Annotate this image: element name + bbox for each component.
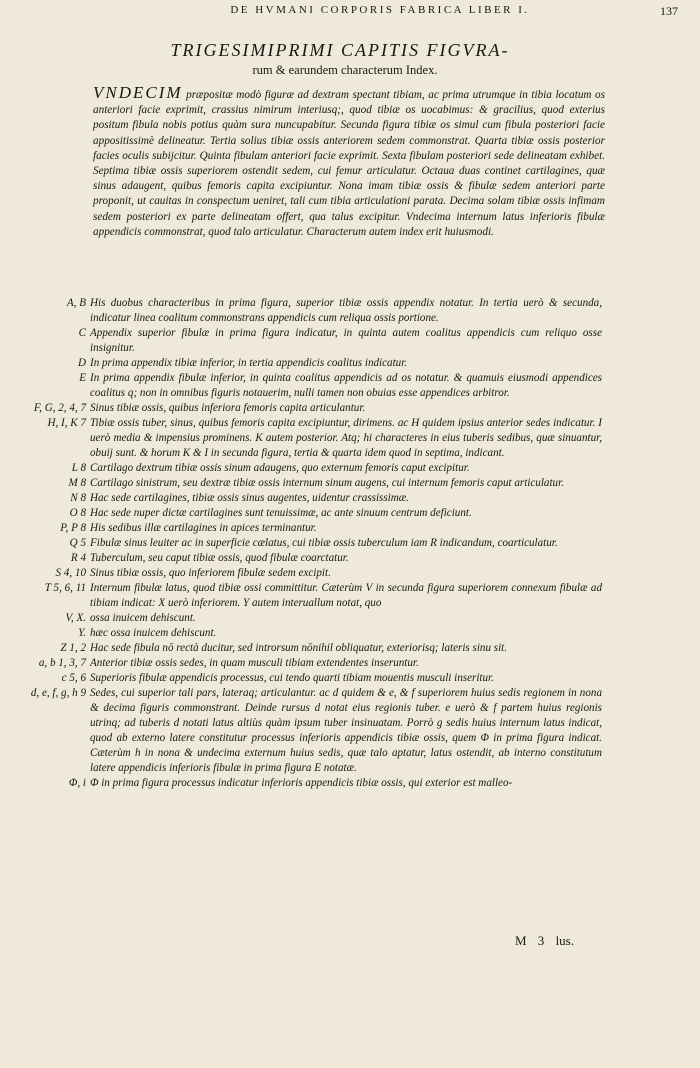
entry-label: Z 1, 2 [60,642,86,654]
index-entry [0,776,700,791]
entry-text: In prima appendix tibiæ inferior, in tertia appendicis coalitus indicatur. [90,357,408,369]
index-entry [0,371,700,401]
signature-mark: M 3 [515,933,545,948]
entry-text: Anterior tibiæ ossis sedes, in quam musculi tibiam extendentes inseruntur. [90,657,419,669]
index-entry [0,506,700,521]
intro-lead-word: VNDECIM [93,83,183,102]
index-entry [0,536,700,551]
entry-text: Sinus tibiæ ossis, quibus inferiora femoris capita articulantur. [90,402,366,414]
index-entry [0,461,700,476]
entry-label: E [79,372,86,384]
entry-label: F, G, 2, 4, 7 [33,402,86,414]
character-index-list [0,296,700,791]
index-entry [0,416,700,461]
index-entry [0,626,700,641]
index-entry [0,656,700,671]
entry-text: Cartilago dextrum tibiæ ossis sinum adaugens, quo externum femoris caput excipitur. [90,462,470,474]
index-entry [0,566,700,581]
entry-text: Internum fibulæ latus, quod tibiæ ossi committitur. Cæterùm V in secunda figura superiorem connexum fibulæ ad tibiam indicat: X uerò inferiorem. Y autem interuallum notat, quo [90,582,602,609]
entry-label: Q 5 [69,537,86,549]
entry-text: Hac sede cartilagines, tibiæ ossis sinus augentes, uidentur crassissimæ. [90,492,409,504]
entry-label: a, b 1, 3, 7 [38,657,86,669]
entry-label: O 8 [69,507,86,519]
entry-text: Φ in prima figura processus indicatur inferioris appendicis tibiæ ossis, qui exterior est malleo- [90,777,513,789]
chapter-figure-subtitle: rum & earundem characterum Index. [252,63,438,77]
entry-text: hæc ossa inuicem dehiscunt. [90,627,217,639]
intro-paragraph [93,85,605,240]
entry-text: ossa inuicem dehiscunt. [90,612,196,624]
index-entry [0,611,700,626]
entry-label: A, B [66,297,86,309]
entry-label: M 8 [68,477,86,489]
entry-text: Superioris fibulæ appendicis processus, cui tendo quarti tibiam mouentis musculi inseritur. [90,672,494,684]
index-entry [0,296,700,326]
entry-text: Sedes, cui superior tali pars, lateraq; articulantur. ac d quidem & e, & f superiorem huius sedis regionem in nona & decima figuris commonstrant. Deinde rursus d notat eius regionis tuber. e uerò & f partem huius regionis utrinq; ad tuberis d notati latus altiùs quàm ipsum tuber insinuatam. Porrò g sedis huius internum latus indicat, quod ab externo latere constitutur processus inferioris appendicis tibiæ ossis, quem Φ in prima figura indicat. Cæterùm h in nona & undecima externum huius sedis, quæ talo aptatur, latus ostendit, ab interno constitutum latere appendicis inferioris fibulæ in prima figura E notatæ. [90,687,602,774]
entry-label: R 4 [70,552,86,564]
index-entry [0,686,700,776]
index-entry [0,491,700,506]
entry-text: His duobus characteribus in prima figura, superior tibiæ ossis appendix notatur. In tertia uerò & secunda, indicatur linea coalitum commonstrans appendicis cum reliqua ossis portione. [90,297,602,324]
index-entry [0,326,700,356]
catchword [515,933,574,949]
entry-label: P, P 8 [60,522,86,534]
entry-text: Hac sede fibula nō rectà ducitur, sed introrsum nōnihil obliquatur, exteriorisq; lateris sinu sit. [90,642,508,654]
entry-label: D [77,357,86,369]
running-title: DE HVMANI CORPORIS FABRICA LIBER I. [230,4,530,16]
entry-label: V, X. [65,612,86,624]
entry-label: Φ, i [68,777,86,789]
index-entry [0,551,700,566]
index-entry [0,521,700,536]
entry-text: Tuberculum, seu caput tibiæ ossis, quod fibulæ coarctatur. [90,552,349,564]
index-entry [0,581,700,611]
index-entry [0,641,700,656]
entry-label: T 5, 6, 11 [44,582,86,594]
entry-label: H, I, K 7 [47,417,86,429]
entry-text: Cartilago sinistrum, seu dextræ tibiæ ossis internum sinum augens, cui internum femoris caput articulatur. [90,477,564,489]
entry-label: C [78,327,86,339]
entry-label: S 4, 10 [55,567,86,579]
entry-text: Hac sede nuper dictæ cartilagines sunt tenuissimæ, ac ante sinuum centrum deficiunt. [90,507,472,519]
entry-label: c 5, 6 [61,672,86,684]
entry-text: Fibulæ sinus leuiter ac in superficie cælatus, cui tibiæ ossis tuberculum iam R indicandum, coarticulatur. [90,537,558,549]
entry-text: Sinus tibiæ ossis, quo inferiorem fibulæ sedem excipit. [90,567,331,579]
entry-label: L 8 [71,462,86,474]
intro-text: præpositæ modò figuræ ad dextram spectant tibiam, ac prima utrumque in tibia locatum os anteriori facie exprimit, crassius nimirum interiusq;, quod tibiæ os uocabimus: & gracilius, quod exterius positum fibula nobis potius quàm sura nuncupabitur. Secunda figura tibiæ os simul cum fibula posteriori facie appositissimè delineatur. Tertia solius tibiæ ossis anteriorem sedem commonstrat. Quarta tibiæ ossis posterior facies oculis subijcitur. Quinta fibulam anteriori facie exprimit. Sexta fibulam posteriori sede delineatam exhibet. Septima tibiæ ossis superiorem ostendit sedem, cui femur articulatur. Octaua duas continet cartilagines, quæ sinus adaugent, quibus femoris capita excipiuntur. Nona imam tibiæ ossis & fibulæ sedem anteriori parte proponit, ut cauitas in conspectum ueniret, tali cum tibia articulationi parata. Decima solam tibiæ ossis infimam sedem posteriori ex parte delineatam offert, qua talus excipitur. Vndecima internum latus inferioris fibulæ appendicis commonstrat, quod talo articulatur. Characterum autem index erit huiusmodi. [93,89,605,238]
index-entry [0,476,700,491]
entry-text: In prima appendix fibulæ inferior, in quinta coalitus appendicis ad os notatur. & quamuis eiusmodi appendices coalitus q; non in omnibus figuris notauerim, nulli tamen non obuias esse appendices arbitror. [90,372,602,399]
entry-text: Tibiæ ossis tuber, sinus, quibus femoris capita excipiuntur, dirimens. ac H quidem ipsius anterior sedes indicatur. I uerò media & impensius prominens. K autem posterior. Atq; hi characteres in eius tuberis sedibus, quæ sinuantur, obuij sunt. & horum K & I in secunda figura, tertia & quarta idem quod in septima, indicant. [90,417,602,459]
entry-label: N 8 [70,492,86,504]
index-entry [0,356,700,371]
page-number: 137 [660,4,678,18]
chapter-figure-title: TRIGESIMIPRIMI CAPITIS FIGVRA- [170,40,510,60]
index-entry [0,401,700,416]
entry-text: His sedibus illæ cartilagines in apices terminantur. [90,522,317,534]
index-entry [0,671,700,686]
entry-label: Y. [78,627,86,639]
entry-label: d, e, f, g, h 9 [30,687,86,699]
catchword-text: lus. [555,933,574,948]
entry-text: Appendix superior fibulæ in prima figura indicatur, in quinta autem coalitus appendicis cum reliquo osse insignitur. [90,327,602,354]
